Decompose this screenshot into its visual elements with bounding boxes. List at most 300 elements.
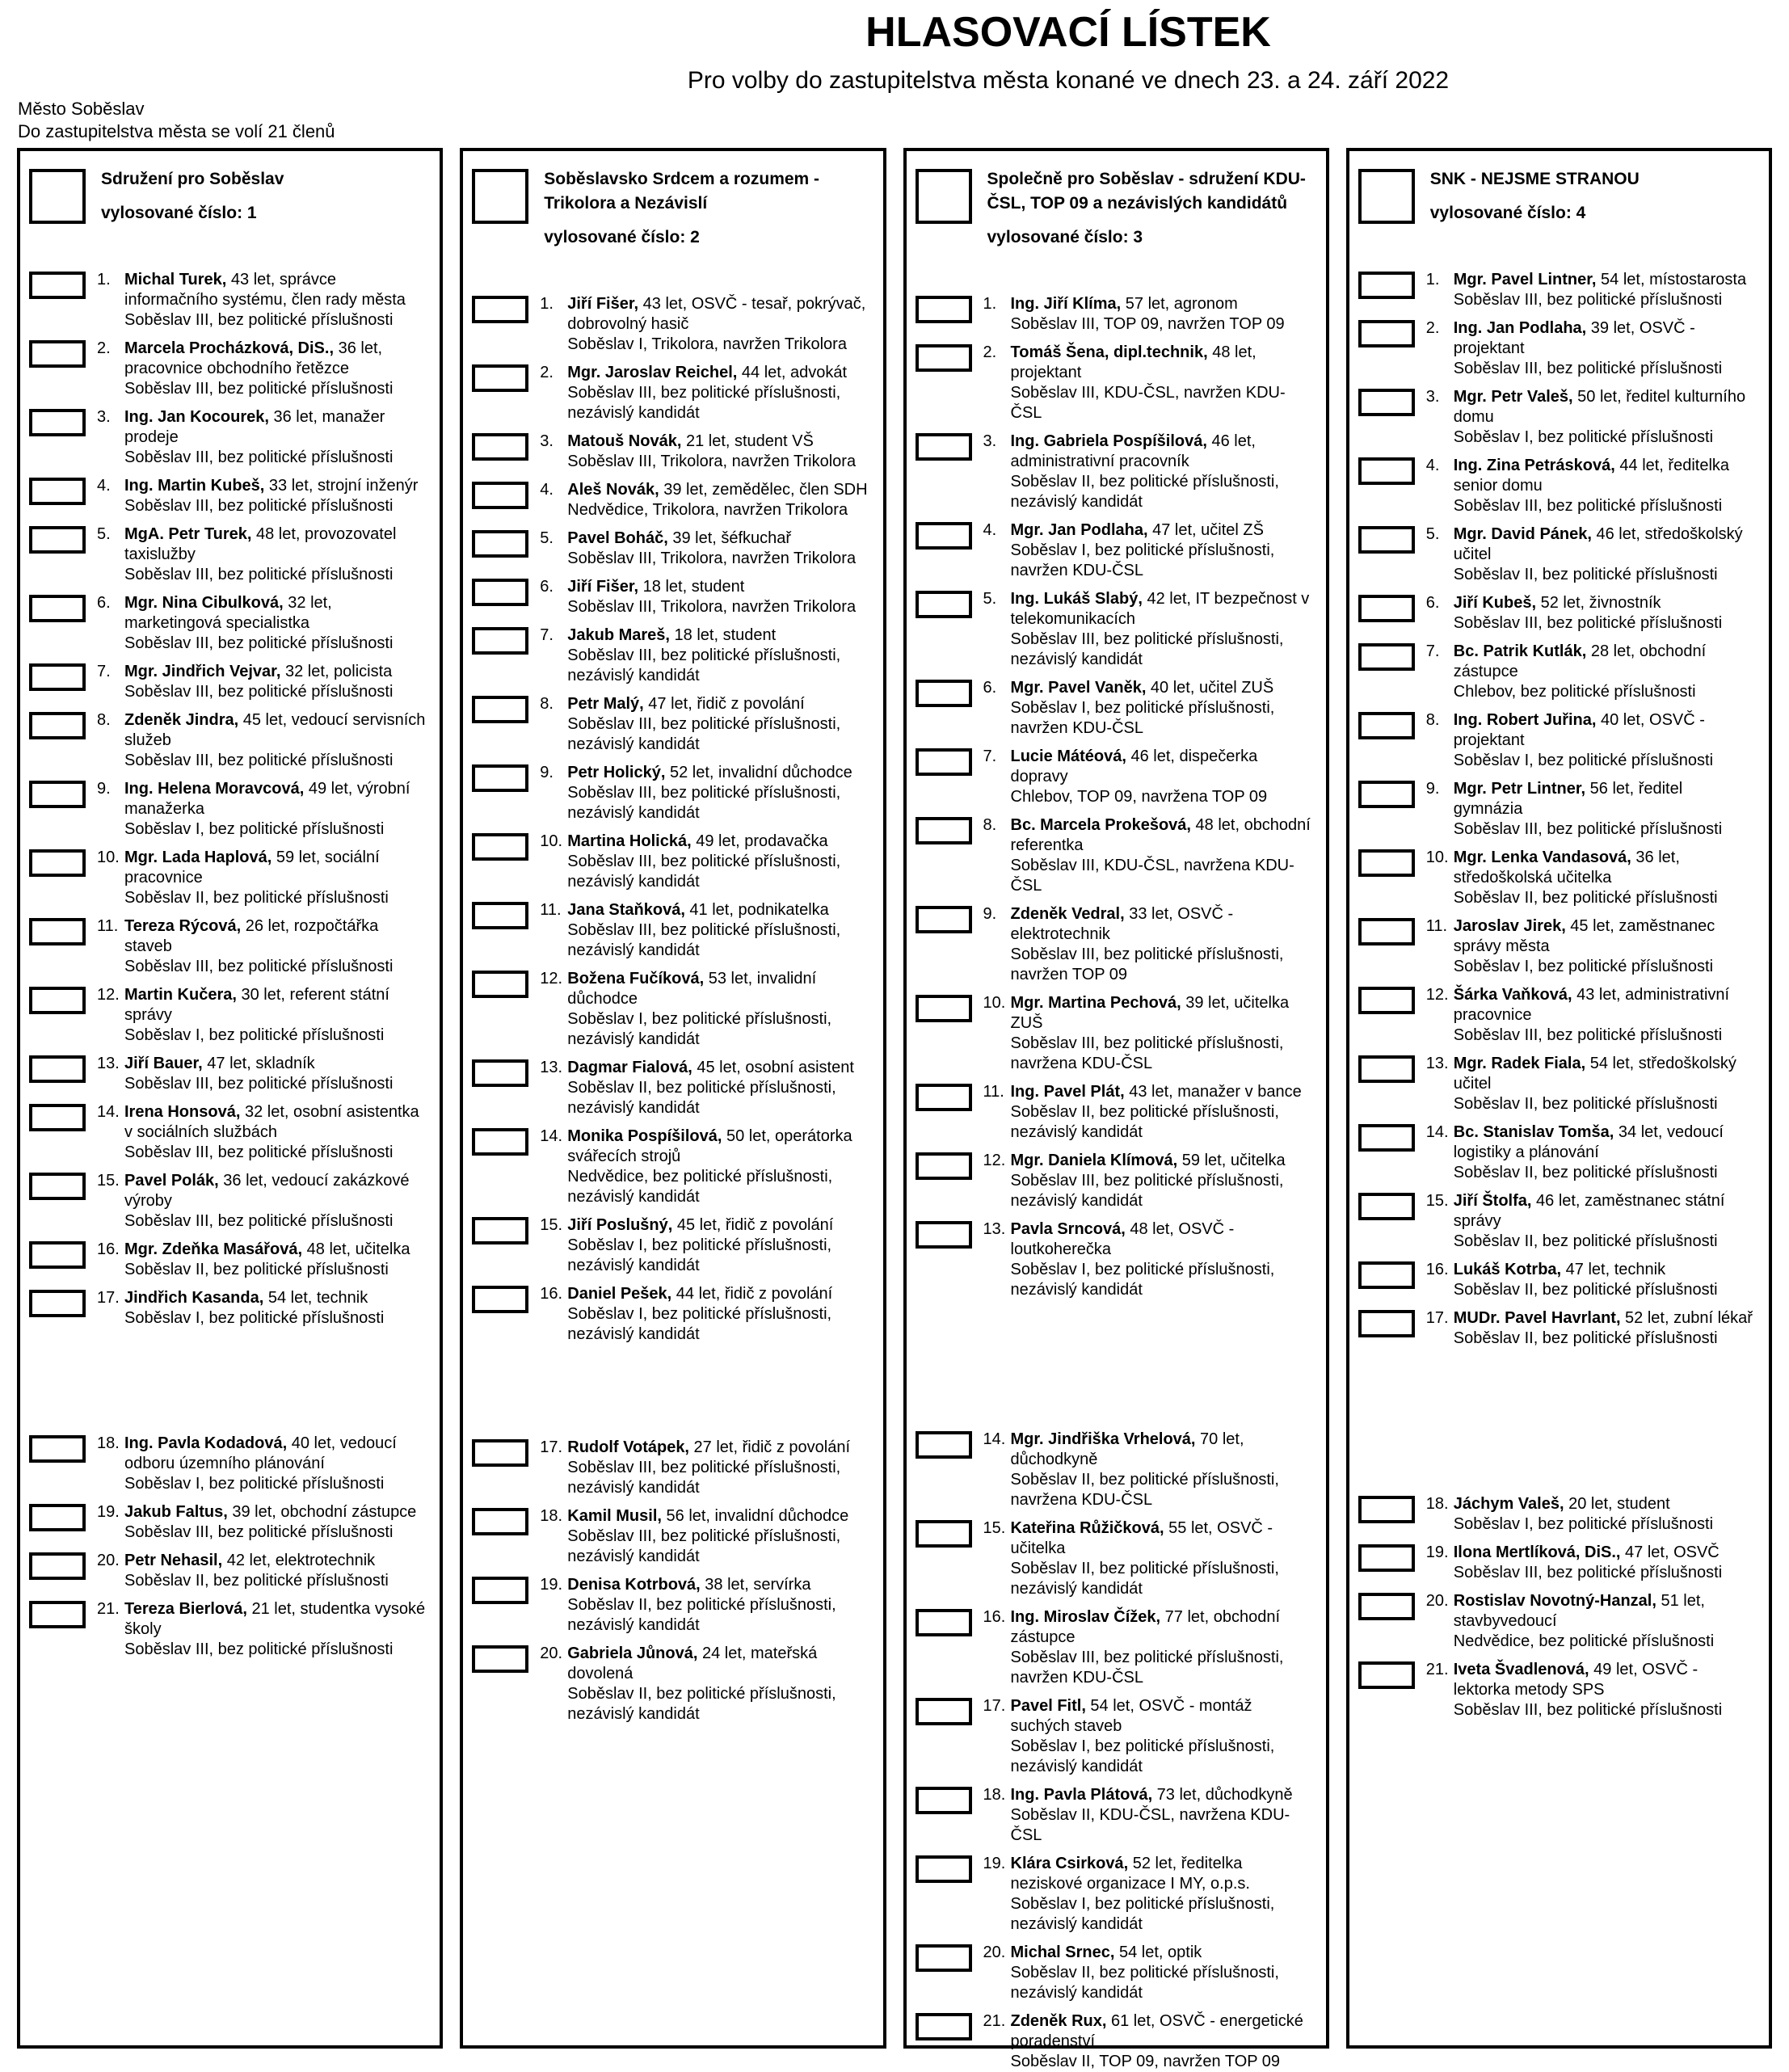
candidate-checkbox[interactable] xyxy=(29,1055,86,1083)
candidate-checkbox[interactable] xyxy=(472,1286,528,1313)
candidate-checkbox[interactable] xyxy=(29,526,86,554)
candidate-desc: 42 let, IT bezpečnost v telekomunikacích xyxy=(1010,590,1310,629)
candidate-desc: 45 let, zaměstnanec správy města xyxy=(1453,917,1715,956)
candidate-row xyxy=(907,1082,1326,1143)
candidate-row xyxy=(907,1219,1326,1300)
candidate-affiliation: Soběslav I, bez politické příslušnosti xyxy=(124,820,385,839)
candidate-checkbox[interactable] xyxy=(916,1431,972,1459)
candidate-number: 3. xyxy=(540,432,554,451)
candidate-checkbox[interactable] xyxy=(29,1435,86,1463)
candidate-name: Zdeněk Rux, xyxy=(1010,2012,1107,2031)
candidate-checkbox[interactable] xyxy=(916,748,972,776)
party-checkbox[interactable] xyxy=(472,169,528,224)
candidate-row xyxy=(907,520,1326,581)
candidate-name: Jakub Mareš, xyxy=(567,626,670,645)
candidate-row xyxy=(20,524,440,585)
candidate-checkbox[interactable] xyxy=(916,1609,972,1636)
candidate-checkbox[interactable] xyxy=(916,995,972,1022)
candidate-row xyxy=(463,832,882,892)
party-name: Společně pro Soběslav - sdružení KDU-ČSL, TOP 09 a nezávislých kandidátů xyxy=(987,170,1306,213)
candidate-row xyxy=(20,1054,440,1094)
candidate-name: Monika Pospíšilová, xyxy=(567,1127,722,1146)
section-gap xyxy=(1349,1357,1769,1494)
party-column xyxy=(460,148,886,2049)
candidate-affiliation: Soběslav III, bez politické příslušnosti, nezávislý kandidát xyxy=(567,921,841,960)
candidate-desc: 36 let, vedoucí zakázkové výroby xyxy=(124,1172,410,1211)
candidate-checkbox[interactable] xyxy=(916,906,972,933)
candidate-checkbox[interactable] xyxy=(1358,1193,1415,1220)
candidate-name: Zdeněk Vedral, xyxy=(1010,905,1125,924)
candidate-row xyxy=(1349,1543,1769,1583)
candidate-name: Mgr. Jaroslav Reichel, xyxy=(567,364,738,382)
candidate-affiliation: Soběslav I, bez politické příslušnosti xyxy=(124,1475,385,1493)
candidate-affiliation: Soběslav III, bez politické příslušnosti xyxy=(124,1143,394,1162)
candidate-checkbox[interactable] xyxy=(1358,781,1415,808)
candidate-name: MgA. Petr Turek, xyxy=(124,525,252,544)
candidate-checkbox[interactable] xyxy=(1358,1310,1415,1337)
candidate-number: 9. xyxy=(540,764,554,782)
candidate-checkbox[interactable] xyxy=(916,1855,972,1883)
candidate-name: Lucie Mátéová, xyxy=(1010,748,1126,766)
candidate-desc: 43 let, manažer v bance xyxy=(1124,1083,1302,1101)
candidate-name: Ing. Jiří Klíma, xyxy=(1010,295,1122,314)
candidate-affiliation: Soběslav III, bez politické příslušnosti xyxy=(124,1075,394,1093)
candidate-affiliation: Soběslav III, bez politické příslušnosti xyxy=(124,1523,394,1542)
ballot-title: HLASOVACÍ LÍSTEK xyxy=(865,9,1271,56)
candidate-name: Pavla Srncová, xyxy=(1010,1220,1126,1239)
candidate-number: 7. xyxy=(540,626,554,645)
candidate-row xyxy=(907,1607,1326,1688)
candidate-name: Mgr. Petr Lintner, xyxy=(1453,780,1586,798)
candidate-desc: 56 let, ředitel gymnázia xyxy=(1453,780,1683,819)
candidate-checkbox[interactable] xyxy=(29,595,86,622)
candidate-desc: 50 let, ředitel kulturního domu xyxy=(1453,388,1746,427)
candidate-affiliation: Nedvědice, bez politické příslušnosti xyxy=(1453,1632,1715,1651)
candidate-checkbox[interactable] xyxy=(916,1152,972,1180)
candidate-row xyxy=(463,432,882,472)
candidate-desc: 40 let, učitel ZUŠ xyxy=(1146,679,1274,697)
candidate-desc: 39 let, zemědělec, člen SDH xyxy=(659,481,868,499)
candidate-name: Petr Holický, xyxy=(567,764,666,782)
candidate-affiliation: Nedvědice, Trikolora, navržen Trikolora xyxy=(567,501,848,520)
candidate-affiliation: Soběslav III, bez politické příslušnosti xyxy=(124,1212,394,1231)
candidate-row xyxy=(463,969,882,1050)
candidate-checkbox[interactable] xyxy=(472,579,528,606)
candidate-row xyxy=(463,294,882,355)
candidate-desc: 47 let, učitel ZŠ xyxy=(1147,521,1264,540)
candidate-name: Mgr. Nina Cibulková, xyxy=(124,594,284,613)
candidate-checkbox[interactable] xyxy=(472,1645,528,1673)
candidate-checkbox[interactable] xyxy=(916,1787,972,1814)
candidate-name: Bc. Stanislav Tomša, xyxy=(1453,1123,1614,1142)
candidate-row xyxy=(20,476,440,516)
candidate-desc: 59 let, sociální pracovnice xyxy=(124,849,380,887)
candidate-checkbox[interactable] xyxy=(916,522,972,550)
candidate-checkbox[interactable] xyxy=(472,627,528,655)
candidate-affiliation: Soběslav I, bez politické příslušnosti, navržen KDU-ČSL xyxy=(1010,699,1275,738)
candidate-checkbox[interactable] xyxy=(472,530,528,558)
candidate-number: 8. xyxy=(1425,711,1440,730)
candidate-row xyxy=(1349,456,1769,516)
candidate-row xyxy=(1349,270,1769,310)
candidate-desc: 49 let, prodavačka xyxy=(691,832,828,851)
candidate-row xyxy=(20,848,440,908)
candidate-number: 21. xyxy=(97,1600,120,1619)
party-header xyxy=(20,151,440,225)
candidate-checkbox[interactable] xyxy=(916,1221,972,1249)
candidate-affiliation: Soběslav III, bez politické příslušnosti xyxy=(1453,820,1723,839)
candidate-checkbox[interactable] xyxy=(1358,849,1415,877)
candidate-number: 10. xyxy=(97,849,120,867)
candidate-desc: 28 let, obchodní zástupce xyxy=(1453,642,1707,681)
candidate-checkbox[interactable] xyxy=(29,1173,86,1200)
candidate-affiliation: Soběslav II, bez politické příslušnosti xyxy=(124,1261,389,1279)
candidate-checkbox[interactable] xyxy=(472,1508,528,1535)
candidate-desc: 52 let, invalidní důchodce xyxy=(665,764,852,782)
candidate-row xyxy=(20,985,440,1046)
candidate-row xyxy=(463,1215,882,1276)
candidate-row xyxy=(463,694,882,755)
candidate-number: 9. xyxy=(1425,780,1440,798)
candidate-affiliation: Soběslav II, KDU-ČSL, navržena KDU-ČSL xyxy=(1010,1806,1290,1845)
candidate-affiliation: Soběslav III, bez politické příslušnosti xyxy=(124,566,394,584)
candidate-name: Jiří Štolfa, xyxy=(1453,1192,1532,1211)
candidate-affiliation: Soběslav III, bez politické příslušnosti xyxy=(124,449,394,467)
candidate-number: 21. xyxy=(1425,1661,1449,1679)
candidate-affiliation: Soběslav III, bez politické příslušnosti, nezávislý kandidát xyxy=(567,784,841,823)
candidate-desc: 57 let, agronom xyxy=(1121,295,1238,314)
candidate-desc: 56 let, invalidní důchodce xyxy=(661,1507,849,1526)
candidate-checkbox[interactable] xyxy=(472,902,528,929)
candidate-desc: 20 let, student xyxy=(1564,1495,1670,1514)
section-gap xyxy=(907,1308,1326,1430)
candidate-row xyxy=(20,593,440,654)
candidate-row xyxy=(463,763,882,823)
candidate-name: Jiří Poslušný, xyxy=(567,1216,673,1235)
candidate-row xyxy=(1349,848,1769,908)
section-gap xyxy=(463,1353,882,1438)
candidate-desc: 46 let, středoškolský učitel xyxy=(1453,525,1743,564)
candidate-number: 5. xyxy=(983,590,997,609)
candidate-desc: 73 let, důchodkyně xyxy=(1152,1786,1293,1805)
party-checkbox[interactable] xyxy=(29,169,86,224)
candidate-row xyxy=(20,270,440,331)
candidate-checkbox[interactable] xyxy=(916,433,972,461)
candidate-affiliation: Soběslav II, bez politické příslušnosti xyxy=(1453,1329,1718,1348)
candidate-number: 10. xyxy=(540,832,563,851)
candidate-checkbox[interactable] xyxy=(29,1241,86,1269)
candidate-desc: 70 let, důchodkyně xyxy=(1010,1430,1244,1469)
candidate-checkbox[interactable] xyxy=(1358,1593,1415,1620)
ballot-header xyxy=(0,0,1789,95)
candidate-row xyxy=(907,1430,1326,1510)
candidate-checkbox[interactable] xyxy=(1358,1496,1415,1523)
candidate-number: 18. xyxy=(540,1507,563,1526)
candidate-checkbox[interactable] xyxy=(1358,1661,1415,1689)
candidate-name: Jiří Kubeš, xyxy=(1453,594,1537,613)
candidate-row xyxy=(20,710,440,771)
candidate-desc: 27 let, řidič z povolání xyxy=(689,1438,850,1457)
candidate-row xyxy=(1349,1260,1769,1300)
candidate-number: 2. xyxy=(97,339,111,358)
candidate-name: Petr Nehasil, xyxy=(124,1552,223,1570)
candidate-name: Ing. Zina Petrásková, xyxy=(1453,457,1615,475)
candidate-desc: 54 let, optik xyxy=(1114,1944,1202,1962)
candidate-row xyxy=(907,1943,1326,2003)
candidate-desc: 47 let, řidič z povolání xyxy=(643,695,805,714)
candidate-number: 8. xyxy=(540,695,554,714)
candidate-number: 5. xyxy=(540,529,554,548)
candidate-desc: 48 let, obchodní referentka xyxy=(1010,816,1311,855)
candidate-checkbox[interactable] xyxy=(1358,389,1415,416)
candidate-name: Mgr. Jindřich Vejvar, xyxy=(124,663,281,681)
party-name: Sdružení pro Soběslav xyxy=(101,170,284,189)
candidate-checkbox[interactable] xyxy=(472,1439,528,1467)
candidate-name: Ing. Robert Juřina, xyxy=(1453,711,1597,730)
candidate-checkbox[interactable] xyxy=(1358,643,1415,671)
candidate-desc: 39 let, OSVČ - projektant xyxy=(1453,319,1695,358)
candidate-checkbox[interactable] xyxy=(29,340,86,368)
candidate-checkbox[interactable] xyxy=(1358,918,1415,945)
candidate-number: 12. xyxy=(540,970,563,988)
candidate-checkbox[interactable] xyxy=(472,364,528,392)
candidate-name: Dagmar Fialová, xyxy=(567,1059,692,1077)
candidate-number: 13. xyxy=(97,1055,120,1073)
candidate-affiliation: Soběslav III, bez politické příslušnosti xyxy=(124,497,394,516)
candidate-name: Ing. Lukáš Slabý, xyxy=(1010,590,1143,609)
candidate-name: Aleš Novák, xyxy=(567,481,659,499)
candidate-checkbox[interactable] xyxy=(29,1104,86,1131)
party-drawn-number: vylosované číslo: 3 xyxy=(987,228,1143,247)
candidate-checkbox[interactable] xyxy=(916,591,972,618)
candidate-affiliation: Soběslav I, bez politické příslušnosti xyxy=(124,1309,385,1328)
candidate-row xyxy=(20,1171,440,1232)
candidate-row xyxy=(463,577,882,617)
candidate-number: 2. xyxy=(1425,319,1440,338)
candidate-affiliation: Soběslav III, bez politické příslušnosti xyxy=(124,752,394,770)
candidate-checkbox[interactable] xyxy=(29,987,86,1014)
municipality-name: Město Soběslav xyxy=(18,99,145,120)
candidate-checkbox[interactable] xyxy=(29,918,86,945)
candidate-affiliation: Soběslav II, bez politické příslušnosti xyxy=(124,1572,389,1590)
candidate-row xyxy=(463,1644,882,1725)
candidate-checkbox[interactable] xyxy=(472,833,528,861)
candidate-affiliation: Soběslav I, Trikolora, navržen Trikolora xyxy=(567,335,847,354)
candidate-number: 10. xyxy=(1425,849,1449,867)
candidate-checkbox[interactable] xyxy=(472,433,528,461)
party-columns xyxy=(17,148,1772,2071)
candidate-desc: 52 let, ředitelka neziskové organizace I MY, o.p.s. xyxy=(1010,1855,1250,1893)
candidate-name: Božena Fučíková, xyxy=(567,970,705,988)
candidate-checkbox[interactable] xyxy=(472,1577,528,1604)
candidate-checkbox[interactable] xyxy=(29,712,86,739)
candidate-number: 7. xyxy=(983,748,997,766)
candidate-checkbox[interactable] xyxy=(29,1552,86,1580)
candidate-checkbox[interactable] xyxy=(29,663,86,691)
candidate-name: MUDr. Pavel Havrlant, xyxy=(1453,1309,1621,1328)
candidate-checkbox[interactable] xyxy=(916,817,972,844)
candidate-checkbox[interactable] xyxy=(29,781,86,808)
candidate-checkbox[interactable] xyxy=(29,849,86,877)
candidate-desc: 18 let, student xyxy=(638,578,745,596)
candidate-name: Ing. Pavla Kodadová, xyxy=(124,1434,288,1453)
candidate-number: 4. xyxy=(540,481,554,499)
candidate-checkbox[interactable] xyxy=(916,296,972,323)
candidate-desc: 48 let, OSVČ - loutkoherečka xyxy=(1010,1220,1235,1259)
candidate-number: 6. xyxy=(1425,594,1440,613)
candidate-checkbox[interactable] xyxy=(916,680,972,707)
candidate-name: Jaroslav Jirek, xyxy=(1453,917,1566,936)
candidate-checkbox[interactable] xyxy=(1358,987,1415,1014)
candidate-name: Michal Srnec, xyxy=(1010,1944,1115,1962)
candidate-checkbox[interactable] xyxy=(472,971,528,998)
candidate-number: 5. xyxy=(1425,525,1440,544)
candidate-number: 14. xyxy=(1425,1123,1449,1142)
candidate-desc: 45 let, vedoucí servisních služeb xyxy=(124,711,426,750)
candidate-affiliation: Chlebov, bez politické příslušnosti xyxy=(1453,683,1696,701)
candidate-checkbox[interactable] xyxy=(29,478,86,505)
candidate-checkbox[interactable] xyxy=(29,1504,86,1531)
candidate-checkbox[interactable] xyxy=(916,1520,972,1548)
candidate-number: 3. xyxy=(983,432,997,451)
candidate-checkbox[interactable] xyxy=(916,2013,972,2040)
candidate-row xyxy=(463,363,882,423)
candidate-checkbox[interactable] xyxy=(1358,1261,1415,1289)
candidate-affiliation: Soběslav II, bez politické příslušnosti xyxy=(1453,889,1718,908)
candidate-desc: 39 let, obchodní zástupce xyxy=(227,1503,417,1522)
candidate-checkbox[interactable] xyxy=(916,344,972,372)
candidate-affiliation: Soběslav III, bez politické příslušnosti xyxy=(1453,1026,1723,1045)
candidate-row xyxy=(1349,985,1769,1046)
candidate-checkbox[interactable] xyxy=(1358,595,1415,622)
party-drawn-number: vylosované číslo: 1 xyxy=(101,204,257,223)
candidate-checkbox[interactable] xyxy=(472,764,528,792)
candidate-name: Rostislav Novotný-Hanzal, xyxy=(1453,1592,1656,1611)
candidate-number: 18. xyxy=(97,1434,120,1453)
candidate-number: 16. xyxy=(97,1240,120,1259)
candidate-affiliation: Soběslav I, bez politické příslušnosti, nezávislý kandidát xyxy=(1010,1737,1275,1776)
candidate-checkbox[interactable] xyxy=(916,1944,972,1972)
candidate-affiliation: Soběslav III, bez politické příslušnosti, nezávislý kandidát xyxy=(567,646,841,685)
candidate-name: Ing. Jan Kocourek, xyxy=(124,408,269,427)
candidate-checkbox[interactable] xyxy=(472,696,528,723)
candidate-name: Klára Csirková, xyxy=(1010,1855,1129,1873)
candidate-number: 19. xyxy=(983,1855,1006,1873)
candidate-row xyxy=(463,900,882,961)
party-checkbox[interactable] xyxy=(1358,169,1415,224)
candidate-name: Mgr. Pavel Lintner, xyxy=(1453,271,1597,289)
candidate-affiliation: Soběslav III, KDU-ČSL, navržena KDU-ČSL xyxy=(1010,857,1294,895)
party-column xyxy=(1346,148,1772,2049)
candidate-desc: 52 let, živnostník xyxy=(1536,594,1661,613)
candidate-number: 6. xyxy=(97,594,111,613)
candidate-checkbox[interactable] xyxy=(29,1290,86,1317)
candidate-desc: 32 let, marketingová specialistka xyxy=(124,594,332,633)
candidate-name: Ing. Martin Kubeš, xyxy=(124,477,265,495)
candidate-number: 15. xyxy=(983,1519,1006,1538)
candidate-row xyxy=(20,662,440,702)
candidate-checkbox[interactable] xyxy=(916,1698,972,1725)
candidate-checkbox[interactable] xyxy=(1358,457,1415,485)
candidate-row xyxy=(463,1284,882,1345)
candidate-number: 14. xyxy=(983,1430,1006,1449)
seats-note: Do zastupitelstva města se volí 21 členů xyxy=(18,121,335,142)
candidate-checkbox[interactable] xyxy=(916,1084,972,1111)
candidate-checkbox[interactable] xyxy=(29,272,86,299)
candidate-checkbox[interactable] xyxy=(1358,1124,1415,1152)
candidate-checkbox[interactable] xyxy=(1358,526,1415,554)
candidate-name: Jiří Bauer, xyxy=(124,1055,203,1073)
candidate-checkbox[interactable] xyxy=(472,296,528,323)
party-checkbox[interactable] xyxy=(916,169,972,224)
candidate-affiliation: Soběslav I, bez politické příslušnosti, navržen KDU-ČSL xyxy=(1010,541,1275,580)
candidate-checkbox[interactable] xyxy=(29,409,86,436)
candidate-checkbox[interactable] xyxy=(472,1059,528,1087)
candidate-checkbox[interactable] xyxy=(29,1601,86,1628)
candidate-list xyxy=(907,294,1326,2072)
candidate-name: Jáchym Valeš, xyxy=(1453,1495,1564,1514)
candidate-number: 15. xyxy=(97,1172,120,1190)
candidate-name: Iveta Švadlenová, xyxy=(1453,1661,1589,1679)
candidate-affiliation: Soběslav III, bez politické příslušnosti, nezávislý kandidát xyxy=(567,1459,841,1497)
candidate-affiliation: Soběslav I, bez politické příslušnosti, nezávislý kandidát xyxy=(1010,1895,1275,1934)
candidate-name: Ing. Pavel Plát, xyxy=(1010,1083,1125,1101)
candidate-row xyxy=(1349,916,1769,977)
candidate-desc: 21 let, student VŠ xyxy=(681,432,814,451)
candidate-row xyxy=(20,407,440,468)
candidate-row xyxy=(1349,1191,1769,1252)
candidate-row xyxy=(463,1058,882,1118)
candidate-number: 17. xyxy=(1425,1309,1449,1328)
candidate-number: 1. xyxy=(540,295,554,314)
candidate-checkbox[interactable] xyxy=(472,1128,528,1156)
candidate-desc: 43 let, administrativní pracovnice xyxy=(1453,986,1730,1025)
party-column xyxy=(903,148,1329,2071)
candidate-checkbox[interactable] xyxy=(1358,1055,1415,1083)
candidate-affiliation: Soběslav I, bez politické příslušnosti xyxy=(124,1026,385,1045)
candidate-number: 20. xyxy=(97,1552,120,1570)
candidate-desc: 32 let, osobní asistentka v sociálních službách xyxy=(124,1103,419,1142)
candidate-checkbox[interactable] xyxy=(1358,1544,1415,1572)
party-header xyxy=(1349,151,1769,225)
candidate-row xyxy=(1349,593,1769,634)
candidate-affiliation: Soběslav III, bez politické příslušnosti, navržen TOP 09 xyxy=(1010,945,1284,984)
candidate-checkbox[interactable] xyxy=(1358,320,1415,347)
candidate-checkbox[interactable] xyxy=(1358,272,1415,299)
candidate-desc: 24 let, mateřská dovolená xyxy=(567,1645,818,1683)
candidate-name: Tereza Rýcová, xyxy=(124,917,242,936)
candidate-desc: 40 let, vedoucí odboru územního plánování xyxy=(124,1434,397,1473)
candidate-list xyxy=(463,294,882,1725)
candidate-row xyxy=(1349,524,1769,585)
candidate-checkbox[interactable] xyxy=(472,1217,528,1244)
candidate-name: Šárka Vaňková, xyxy=(1453,986,1572,1004)
candidate-number: 17. xyxy=(983,1697,1006,1716)
candidate-number: 7. xyxy=(97,663,111,681)
candidate-desc: 49 let, výrobní manažerka xyxy=(124,780,410,819)
candidate-checkbox[interactable] xyxy=(1358,712,1415,739)
candidate-affiliation: Soběslav II, bez politické příslušnosti xyxy=(1453,1281,1718,1299)
candidate-affiliation: Soběslav III, Trikolora, navržen Trikolora xyxy=(567,598,857,617)
candidate-name: Pavel Fitl, xyxy=(1010,1697,1086,1716)
candidate-row xyxy=(907,815,1326,896)
candidate-number: 9. xyxy=(983,905,997,924)
candidate-checkbox[interactable] xyxy=(472,482,528,509)
candidate-number: 6. xyxy=(540,578,554,596)
candidate-desc: 43 let, OSVČ - tesař, pokrývač, dobrovolný hasič xyxy=(567,295,866,334)
candidate-name: Lukáš Kotrba, xyxy=(1453,1261,1562,1279)
candidate-desc: 26 let, rozpočtářka staveb xyxy=(124,917,379,956)
